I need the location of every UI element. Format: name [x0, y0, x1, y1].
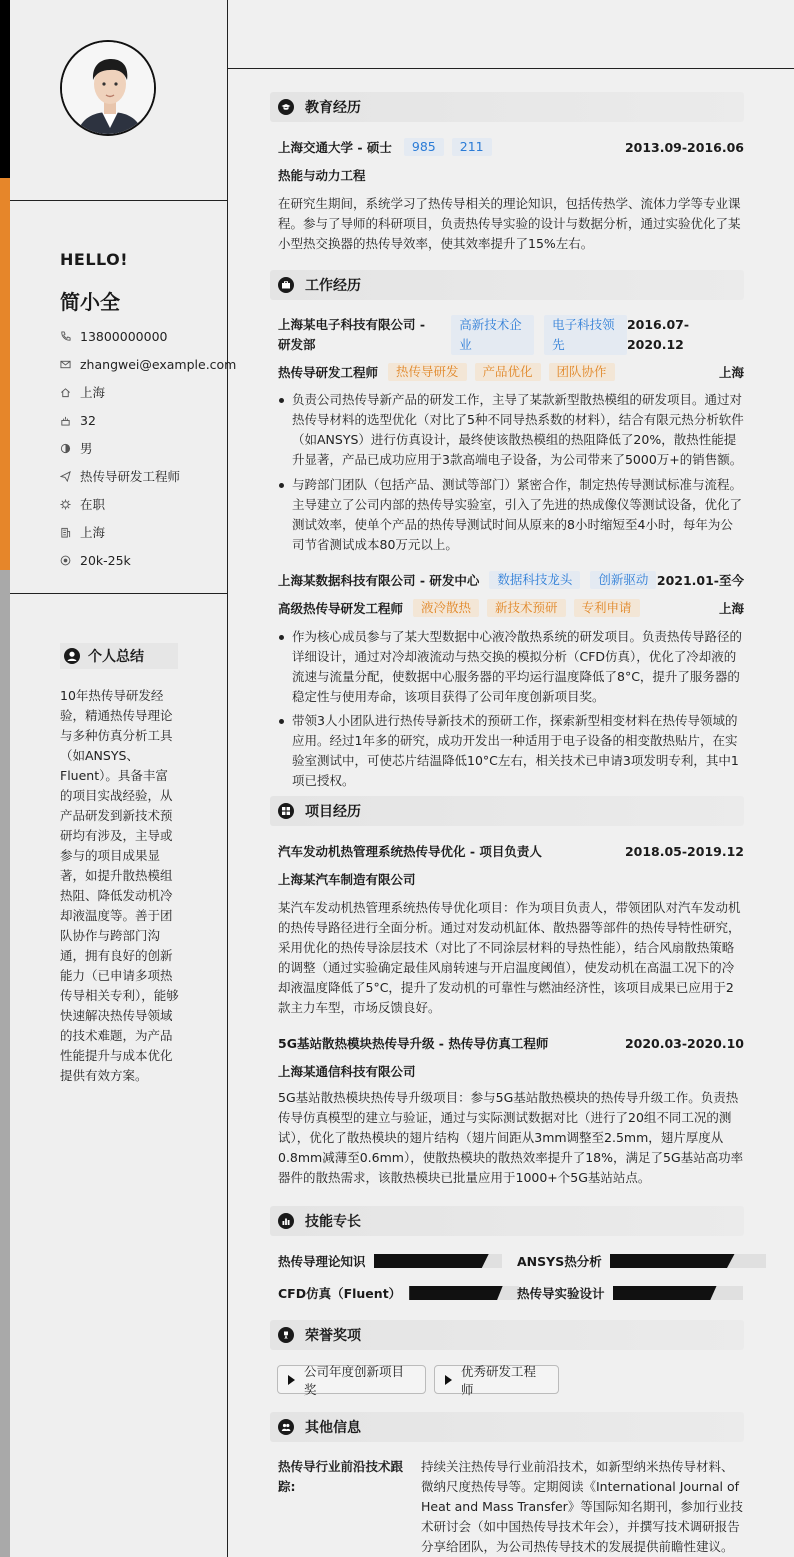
grid-icon [278, 803, 294, 819]
other-label: 热传导行业前沿技术跟踪: [278, 1459, 404, 1494]
project-1-org: 上海某汽车制造有限公司 [278, 872, 416, 887]
info-salary [60, 546, 225, 574]
job-2-skill-tag: 专利申请 [574, 599, 640, 617]
skill-name: ANSYS热分析 [517, 1254, 602, 1269]
status-icon [60, 499, 71, 510]
accent-strip-top [0, 0, 10, 178]
project-1-date: 2018.05-2019.12 [624, 843, 744, 859]
job-1-city: 上海 [718, 365, 744, 380]
info-job-value: 热传导研发工程师 [80, 469, 181, 484]
mail-icon [60, 359, 71, 370]
job-1-tag: 高新技术企业 [451, 315, 534, 355]
info-city [60, 518, 225, 546]
skill-level-fill [610, 1254, 735, 1268]
salary-icon [60, 555, 71, 566]
hello-heading: HELLO! [60, 250, 129, 269]
skill-name: 热传导实验设计 [517, 1286, 605, 1301]
project-2-date: 2020.03-2020.10 [624, 1035, 744, 1051]
job-1-skill-tag: 热传导研发 [388, 363, 467, 381]
skill-bar [613, 1286, 743, 1300]
award-name: 优秀研发工程师 [461, 1363, 537, 1397]
play-icon [445, 1375, 452, 1385]
building-icon [60, 527, 71, 538]
info-home-value: 上海 [80, 385, 106, 400]
education-title: 教育经历 [305, 100, 361, 116]
sidebar [10, 0, 237, 1557]
skill-item [517, 1284, 743, 1302]
job-2-role: 高级热传导研发工程师 [278, 601, 404, 616]
education-section-header [270, 92, 744, 122]
info-phone [60, 322, 225, 350]
award-item [434, 1363, 559, 1397]
other-section-header [270, 1412, 744, 1442]
phone-icon [60, 331, 71, 342]
projects-title: 项目经历 [305, 804, 361, 820]
job-2-skill-tag: 液冷散热 [413, 599, 479, 617]
job-1-skill-tag: 团队协作 [549, 363, 615, 381]
info-status-value: 在职 [80, 497, 106, 512]
major: 热能与动力工程 [278, 168, 366, 183]
skill-item [278, 1284, 519, 1302]
job-1-bullet: 与跨部门团队（包括产品、测试等部门）紧密合作，制定热传导测试标准与流程。主导建立了公司内部的热传导实验室，引入了先进的热成像仪等测试设备，优化了测试效率，使单个产品的热传导测试时间从原来的8小时缩短至4小时，每年为公司节省测试成本80万元以上。 [278, 475, 744, 555]
skill-item [517, 1252, 766, 1270]
project-2-org: 上海某通信科技有限公司 [278, 1064, 416, 1079]
award-name: 公司年度创新项目奖 [304, 1363, 405, 1397]
avatar-portrait-icon [62, 42, 156, 136]
sidebar-divider [10, 200, 227, 201]
school-tag: 211 [452, 138, 492, 156]
awards-title: 荣誉奖项 [305, 1328, 361, 1344]
job-1-tag: 电子科技领先 [544, 315, 627, 355]
avatar [60, 40, 156, 136]
accent-strip-middle [0, 178, 10, 570]
project-1-description: 某汽车发动机热管理系统热传导优化项目：作为项目负责人，带领团队对汽车发动机的热传导路径进行全面分析。通过对发动机缸体、散热器等部件的热传导特性研究，采用优化的热传导涂层技术（对比了不同涂层材料的导热性能），结合风扇散热策略的调整（通过实验确定最佳风扇转速与开启温度阈值），使发动机在高温工况下的冷却液温度降低了5°C，提升了发动机的可靠性与燃油经济性，该项目成果已应用于2款主力车型，市场反馈良好。 [278, 900, 741, 1015]
info-gender-value: 男 [80, 441, 93, 456]
info-salary-value: 20k-25k [80, 552, 131, 568]
skill-name: 热传导理论知识 [278, 1254, 366, 1269]
projects-section-header [270, 796, 744, 826]
work-title: 工作经历 [305, 278, 361, 294]
project-1-name: 汽车发动机热管理系统热传导优化 - 项目负责人 [278, 844, 542, 859]
skills-section-header [270, 1206, 744, 1236]
info-age-value: 32 [80, 412, 96, 428]
project-2-header [278, 1033, 744, 1053]
skill-bar [374, 1254, 502, 1268]
job-1-date: 2016.07-2020.12 [626, 317, 690, 352]
project-2-description: 5G基站散热模块热传导升级项目：参与5G基站散热模块的热传导升级工作。负责热传导仿真模型的建立与验证，通过与实际测试数据对比（进行了20组不同工况的测试），优化了散热模块的翅片结构（翅片间距从3mm调整至2.5mm，翅片厚度从0.8mm减薄至0.6mm），使散热模块的散热效率提升了18%，满足了5G基站高功率器件的散热需求，该散热模块已批量应用于1000+个5G基站站点。 [278, 1090, 744, 1185]
school-name: 上海交通大学 - 硕士 [278, 140, 392, 155]
job-2-company: 上海某数据科技有限公司 - 研发中心 [278, 573, 480, 588]
other-text: 持续关注热传导行业前沿技术，如新型纳米热传导材料、微纳尺度热传导等。定期阅读《International Journal of Heat and Mass Transfer》等国际知名期刊，参加行业技术研讨会（如中国热传导技术年会），并撰写技术调研报告分享给团队，为公司热传导技术的发展提供前瞻性建议。 [421, 1459, 743, 1554]
project-2-name: 5G基站散热模块热传导升级 - 热传导仿真工程师 [278, 1036, 549, 1051]
job-2-bullet: 带领3人小团队进行热传导新技术的预研工作，探索新型相变材料在热传导领域的应用。经过1年多的研究，成功开发出一种适用于电子设备的相变散热贴片，在实验室测试中，可使芯片结温降低10°C左右，相关技术已申请3项发明专利，其中1项已授权。 [278, 711, 744, 791]
chart-icon [278, 1213, 294, 1229]
info-job [60, 462, 225, 490]
education-row [278, 137, 744, 157]
sidebar-divider [10, 593, 227, 594]
info-phone-value: 13800000000 [80, 328, 168, 344]
job-1-role-row [278, 362, 744, 382]
project-1-header [278, 841, 744, 861]
skill-item [278, 1252, 502, 1270]
other-title: 其他信息 [305, 1420, 361, 1436]
skill-level-fill [409, 1286, 503, 1300]
info-status [60, 490, 225, 518]
job-1-bullet: 负责公司热传导新产品的研发工作，主导了某款新型散热模组的研发项目。通过对热传导材料的选型优化（对比了5种不同导热系数的材料），结合有限元热分析软件（如ANSYS）进行仿真设计，最终使该散热模组的热阻降低了20%，散热性能提升显著，产品已成功应用于3款高端电子设备，为公司带来了5000万+的销售额。 [278, 390, 744, 470]
candidate-name: 简小全 [60, 290, 120, 314]
age-icon [60, 415, 71, 426]
job-2-tag: 数据科技龙头 [489, 571, 580, 589]
skill-level-fill [374, 1254, 489, 1268]
education-description: 在研究生期间，系统学习了热传导相关的理论知识，包括传热学、流体力学等专业课程。参与了导师的科研项目，负责热传导实验的设计与数据分析，通过实验优化了某小型热交换器的热传导效率，使其效率提升了15%左右。 [278, 196, 741, 251]
summary-title: 个人总结 [88, 649, 144, 665]
info-email-value: zhangwei@example.com [80, 356, 237, 372]
trophy-icon [278, 1327, 294, 1343]
job-2-date: 2021.01-至今 [656, 573, 744, 588]
skill-name: CFD仿真（Fluent） [278, 1286, 402, 1301]
user-circle-icon [64, 648, 80, 664]
job-1-header [278, 315, 744, 355]
skills-title: 技能专长 [305, 1214, 361, 1230]
job-1-skill-tag: 产品优化 [475, 363, 541, 381]
info-gender [60, 434, 225, 462]
job-2-bullet: 作为核心成员参与了某大型数据中心液冷散热系统的研发项目。负责热传导路径的详细设计，通过对冷却液流动与热交换的模拟分析（CFD仿真），优化了冷却液的流速与流量分配，使数据中心服务器的平均运行温度降低了8°C，提升了服务器的稳定性与使用寿命，该项目获得了公司年度创新项目奖。 [278, 627, 744, 707]
job-2-header [278, 570, 744, 590]
accent-strip-bottom [0, 570, 10, 1557]
job-1-role: 热传导研发工程师 [278, 365, 379, 380]
education-date: 2013.09-2016.06 [624, 139, 744, 155]
summary-text: 10年热传导研发经验，精通热传导理论与多种仿真分析工具（如ANSYS、Fluent）。具备丰富的项目实战经验，从产品研发到新技术预研均有涉及，主导或参与的项目成果显著，如提升散热模组热阻、降低发动机冷却液温度等。善于团队协作与跨部门沟通，拥有良好的创新能力（已申请多项热传导相关专利），能够快速解决热传导领域的技术难题，为产品性能提升与成本优化提供有效方案。 [60, 688, 179, 1083]
school-tag: 985 [404, 138, 444, 156]
header-divider [228, 68, 794, 69]
skill-bar [610, 1254, 766, 1268]
gender-icon [60, 443, 71, 454]
people-icon [278, 1419, 294, 1435]
skill-bar [409, 1286, 519, 1300]
briefcase-icon [278, 277, 294, 293]
job-2-city: 上海 [718, 601, 744, 616]
play-icon [288, 1375, 295, 1385]
info-city-value: 上海 [80, 525, 106, 540]
awards-section-header [270, 1320, 744, 1350]
info-home [60, 378, 225, 406]
award-item [277, 1363, 426, 1397]
info-email [60, 350, 237, 378]
send-icon [60, 471, 71, 482]
job-2-tag: 创新驱动 [590, 571, 656, 589]
graduation-cap-icon [278, 99, 294, 115]
contact-info [60, 322, 237, 574]
info-age [60, 406, 225, 434]
skill-level-fill [613, 1286, 717, 1300]
job-2-skill-tag: 新技术预研 [487, 599, 566, 617]
job-1-company: 上海某电子科技有限公司 - 研发部 [278, 317, 426, 352]
home-icon [60, 387, 71, 398]
summary-heading [60, 643, 178, 669]
job-2-role-row [278, 598, 744, 618]
work-section-header [270, 270, 744, 300]
